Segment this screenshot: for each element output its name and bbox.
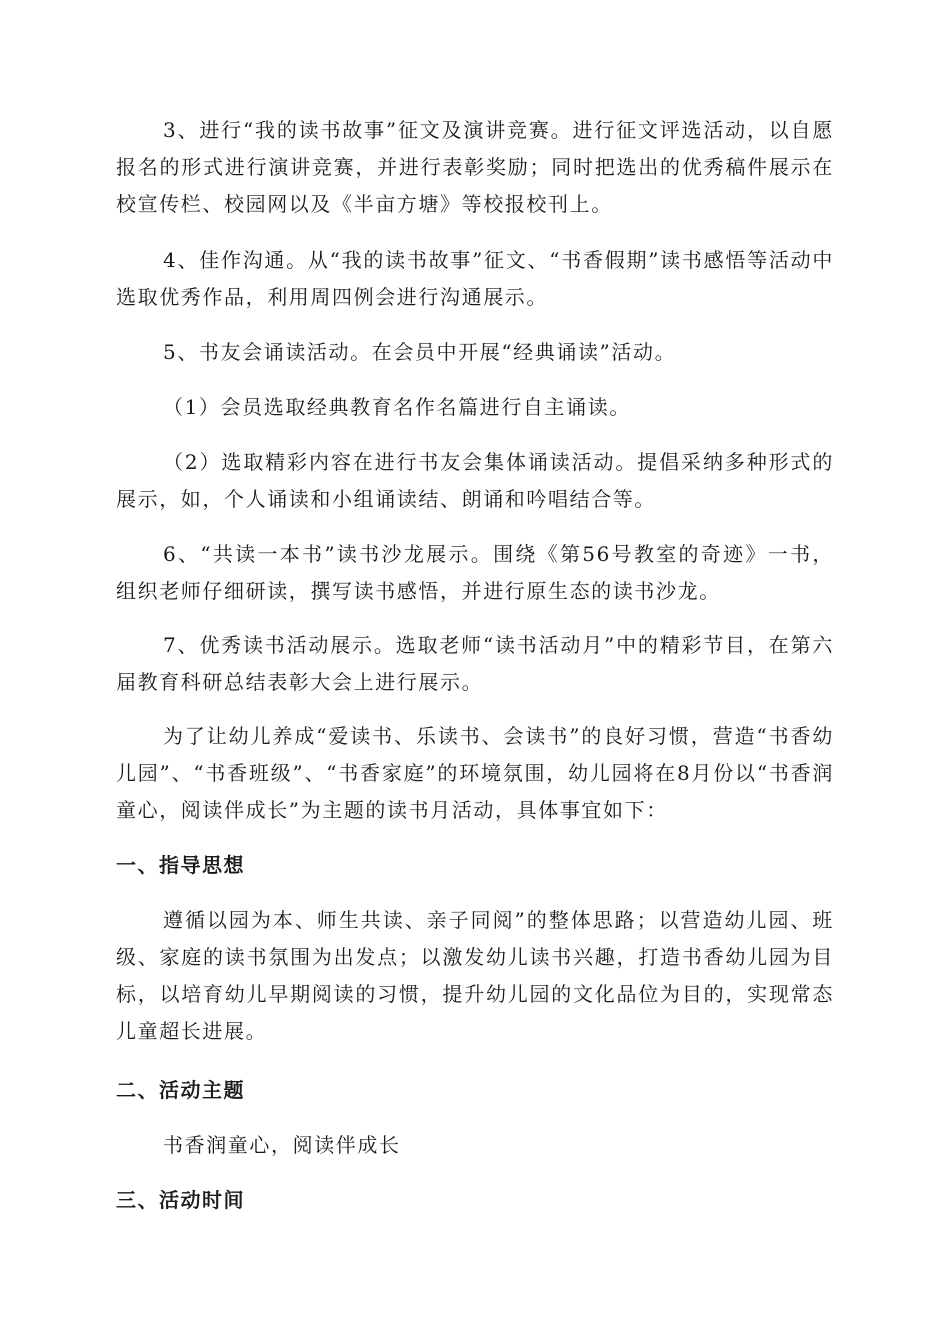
paragraph-sub-item-2: （2）选取精彩内容在进行书友会集体诵读活动。提倡采纳多种形式的展示，如，个人诵读和小组诵读结、朗诵和吟唱结合等。 xyxy=(116,450,834,511)
heading-activity-time: 三、活动时间 xyxy=(116,1188,245,1212)
heading-activity-theme: 二、活动主题 xyxy=(116,1078,245,1102)
paragraph-reading-salon: 6、“共读一本书”读书沙龙展示。围绕《第56号教室的奇迹》一书，组织老师仔细研读，撰写读书感悟，并进行原生态的读书沙龙。 xyxy=(116,542,834,603)
paragraph-activity-theme: 书香润童心，阅读伴成长 xyxy=(163,1133,401,1157)
heading-guiding-ideology: 一、指导思想 xyxy=(116,853,245,877)
paragraph-essay-contest: 3、进行“我的读书故事”征文及演讲竞赛。进行征文评选活动，以自愿报名的形式进行演讲竞赛，并进行表彰奖励；同时把选出的优秀稿件展示在校宣传栏、校园网以及《半亩方塘》等校报校刊上。 xyxy=(116,118,834,216)
paragraph-sub-item-1: （1）会员选取经典教育名作名篇进行自主诵读。 xyxy=(163,395,631,419)
paragraph-guiding-ideology: 遵循以园为本、师生共读、亲子同阅”的整体思路；以营造幼儿园、班级、家庭的读书氛围为出发点；以激发幼儿读书兴趣，打造书香幼儿园为目标，以培育幼儿早期阅读的习惯，提升幼儿园的文化品位为目的，实现常态儿童超长进展。 xyxy=(116,908,834,1043)
paragraph-introduction: 为了让幼儿养成“爱读书、乐读书、会读书”的良好习惯，营造“书香幼儿园”、“书香班级”、“书香家庭”的环境氛围，幼儿园将在8月份以“书香润童心，阅读伴成长”为主题的读书月活动，具体事宜如下： xyxy=(116,724,834,822)
paragraph-excellent-works: 4、佳作沟通。从“我的读书故事”征文、“书香假期”读书感悟等活动中选取优秀作品，利用周四例会进行沟通展示。 xyxy=(116,248,834,309)
paragraph-activity-showcase: 7、优秀读书活动展示。选取老师“读书活动月”中的精彩节目，在第六届教育科研总结表彰大会上进行展示。 xyxy=(116,633,834,694)
paragraph-book-club: 5、书友会诵读活动。在会员中开展“经典诵读”活动。 xyxy=(163,340,677,364)
